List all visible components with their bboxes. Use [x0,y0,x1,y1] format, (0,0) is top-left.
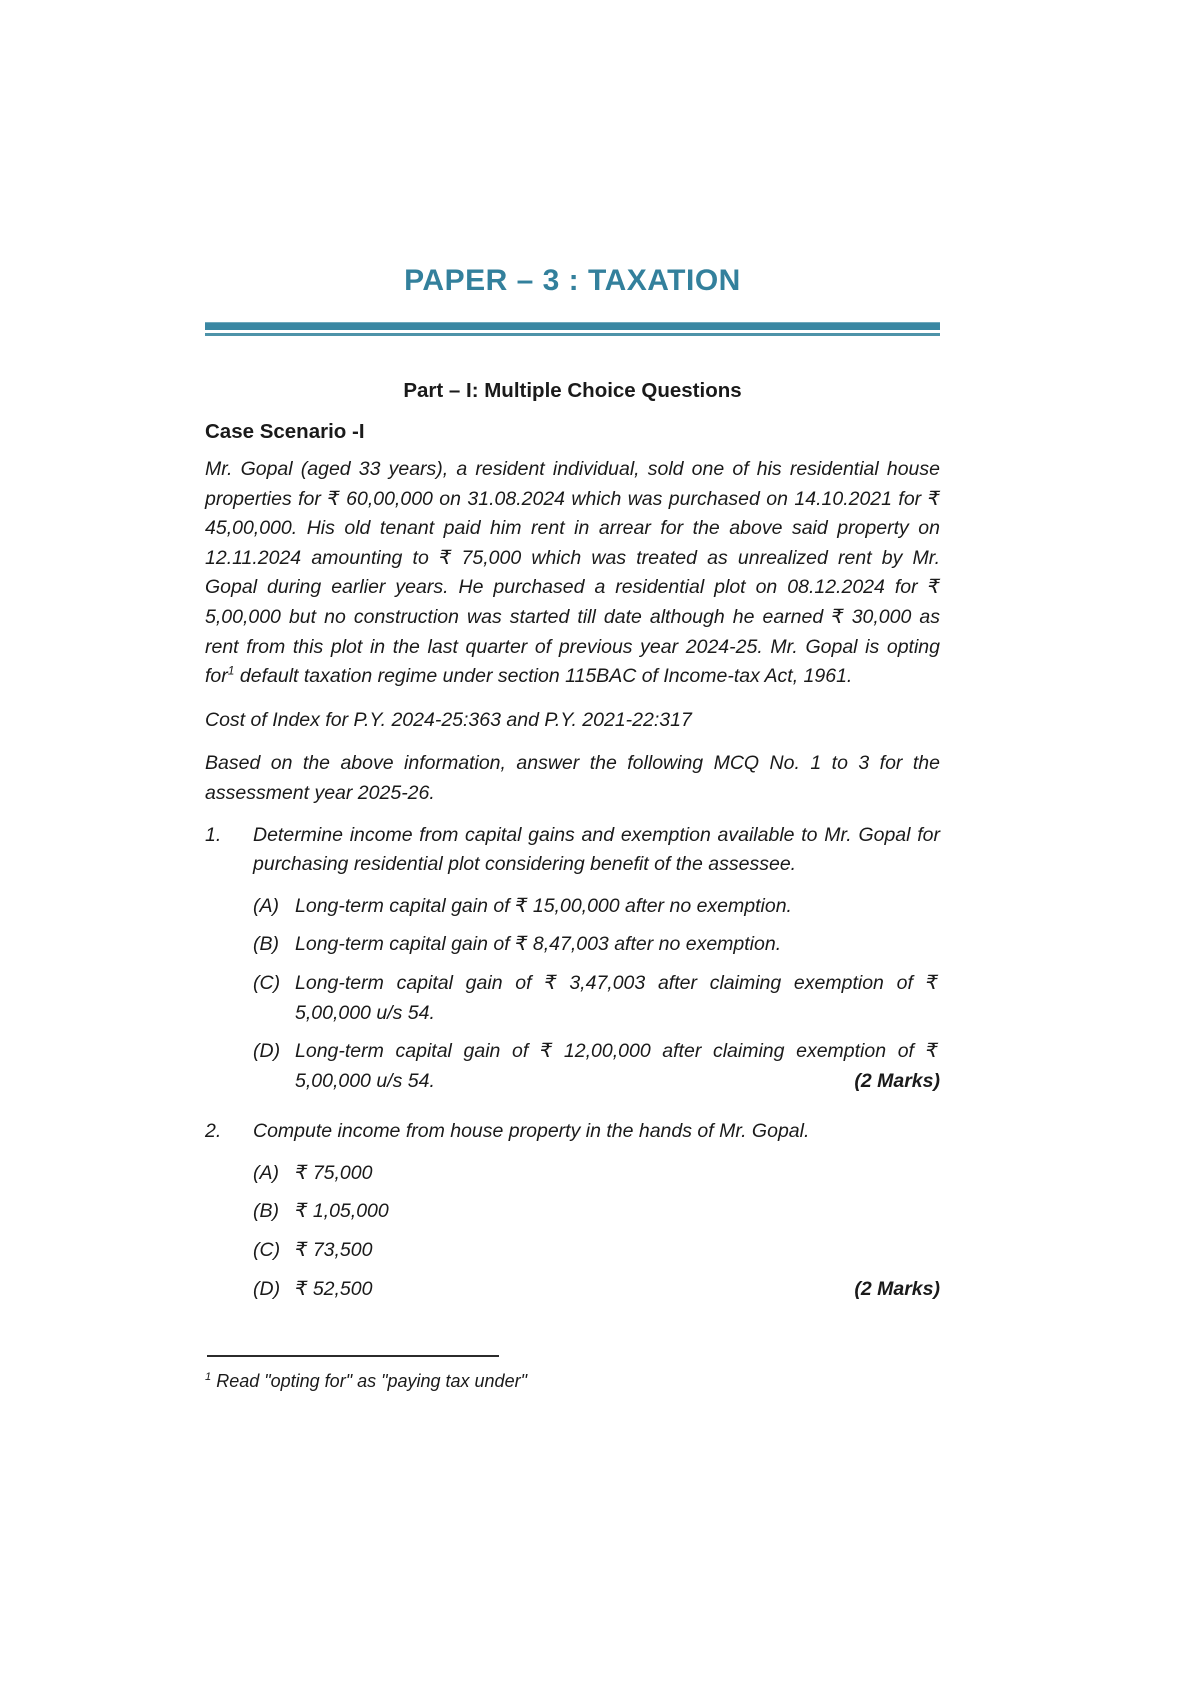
option-label: (B) [253,1200,279,1223]
option-text: ₹ 75,000 [295,1161,373,1184]
page-title: PAPER – 3 : TAXATION [404,264,741,297]
option-label: (C) [253,1239,281,1262]
question-1-body [253,821,940,1106]
part-heading: Part – I: Multiple Choice Questions [403,379,742,402]
question-2-marks-label: (2 Marks) [844,1275,940,1305]
footnote-marker: 1 [205,1371,212,1384]
question-1 [205,821,940,1106]
question-2-text: Compute income from house property in the hands of Mr. Gopal. [253,1120,810,1143]
option-label: (A) [253,894,279,917]
intro-paragraph [205,455,940,692]
footnote-text: Read "opting for" as "paying tax under" [211,1371,527,1392]
question-1-option-b [253,930,940,960]
question-2-number: 2. [205,1120,222,1143]
case-scenario-heading: Case Scenario -I [205,420,365,443]
intro-text-before-ref: Mr. Gopal (aged 33 years), a resident individual, sold one of his residential house properties for ₹ 60,00,000 on 31.08.2024 which was purchased on 14.10.2021 for ₹ 45,00,000. His old tenant paid him rent in arrear for the above said property on 12.11.2024 amounting to ₹ 75,000 which was treated as unrealized rent by Mr. Gopal during earlier years. He purchased a residential plot on 08.12.2024 for ₹ 5,00,000 but no construction was started till date although he earned ₹ 30,000 as rent from this plot in the last quarter of previous year 2024-25. Mr. Gopal is opting for [205,458,940,688]
title-rule-thin-bar [205,333,940,336]
option-text: Long-term capital gain of ₹ 3,47,003 after claiming exemption of ₹ 5,00,000 u/s 54. [295,971,938,1024]
title-rule [205,322,940,336]
option-label: (A) [253,1161,279,1184]
title-rule-thick-bar [205,322,940,330]
intro-text-after-ref: default taxation regime under section 115BAC of Income-tax Act, 1961. [234,665,853,688]
question-1-number: 1. [205,823,222,846]
footnote [205,1369,940,1393]
option-text: ₹ 1,05,000 [295,1200,389,1223]
question-2 [205,1117,940,1313]
question-1-option-a [253,892,940,922]
option-text: Long-term capital gain of ₹ 15,00,000 after no exemption. [295,894,792,917]
question-2-option-c [253,1236,940,1266]
option-text: ₹ 52,500 [295,1277,373,1300]
question-2-body [253,1117,940,1313]
question-2-option-b [253,1197,940,1227]
option-label: (D) [253,1040,281,1063]
footnote-ref-marker: 1 [227,663,235,678]
question-1-text: Determine income from capital gains and exemption available to Mr. Gopal for purchasing residential plot considering benefit of the assessee. [253,823,940,876]
question-1-option-c [253,969,940,1028]
option-label: (D) [253,1277,281,1300]
option-label: (C) [253,971,281,994]
cost-index-line: Cost of Index for P.Y. 2024-25:363 and P.Y. 2021-22:317 [205,708,692,731]
question-2-option-a [253,1159,940,1189]
footnote-separator [207,1355,499,1357]
question-1-option-d [253,1037,940,1096]
question-1-marks-label: (2 Marks) [844,1067,940,1097]
question-2-option-d [253,1275,940,1305]
instruction-line: Based on the above information, answer the following MCQ No. 1 to 3 for the assessment year 2025-26. [205,752,940,804]
option-text: Long-term capital gain of ₹ 12,00,000 after claiming exemption of ₹ 5,00,000 u/s 54. [295,1040,938,1092]
option-text: ₹ 73,500 [295,1239,373,1262]
option-text: Long-term capital gain of ₹ 8,47,003 after no exemption. [295,933,782,956]
option-label: (B) [253,933,279,956]
